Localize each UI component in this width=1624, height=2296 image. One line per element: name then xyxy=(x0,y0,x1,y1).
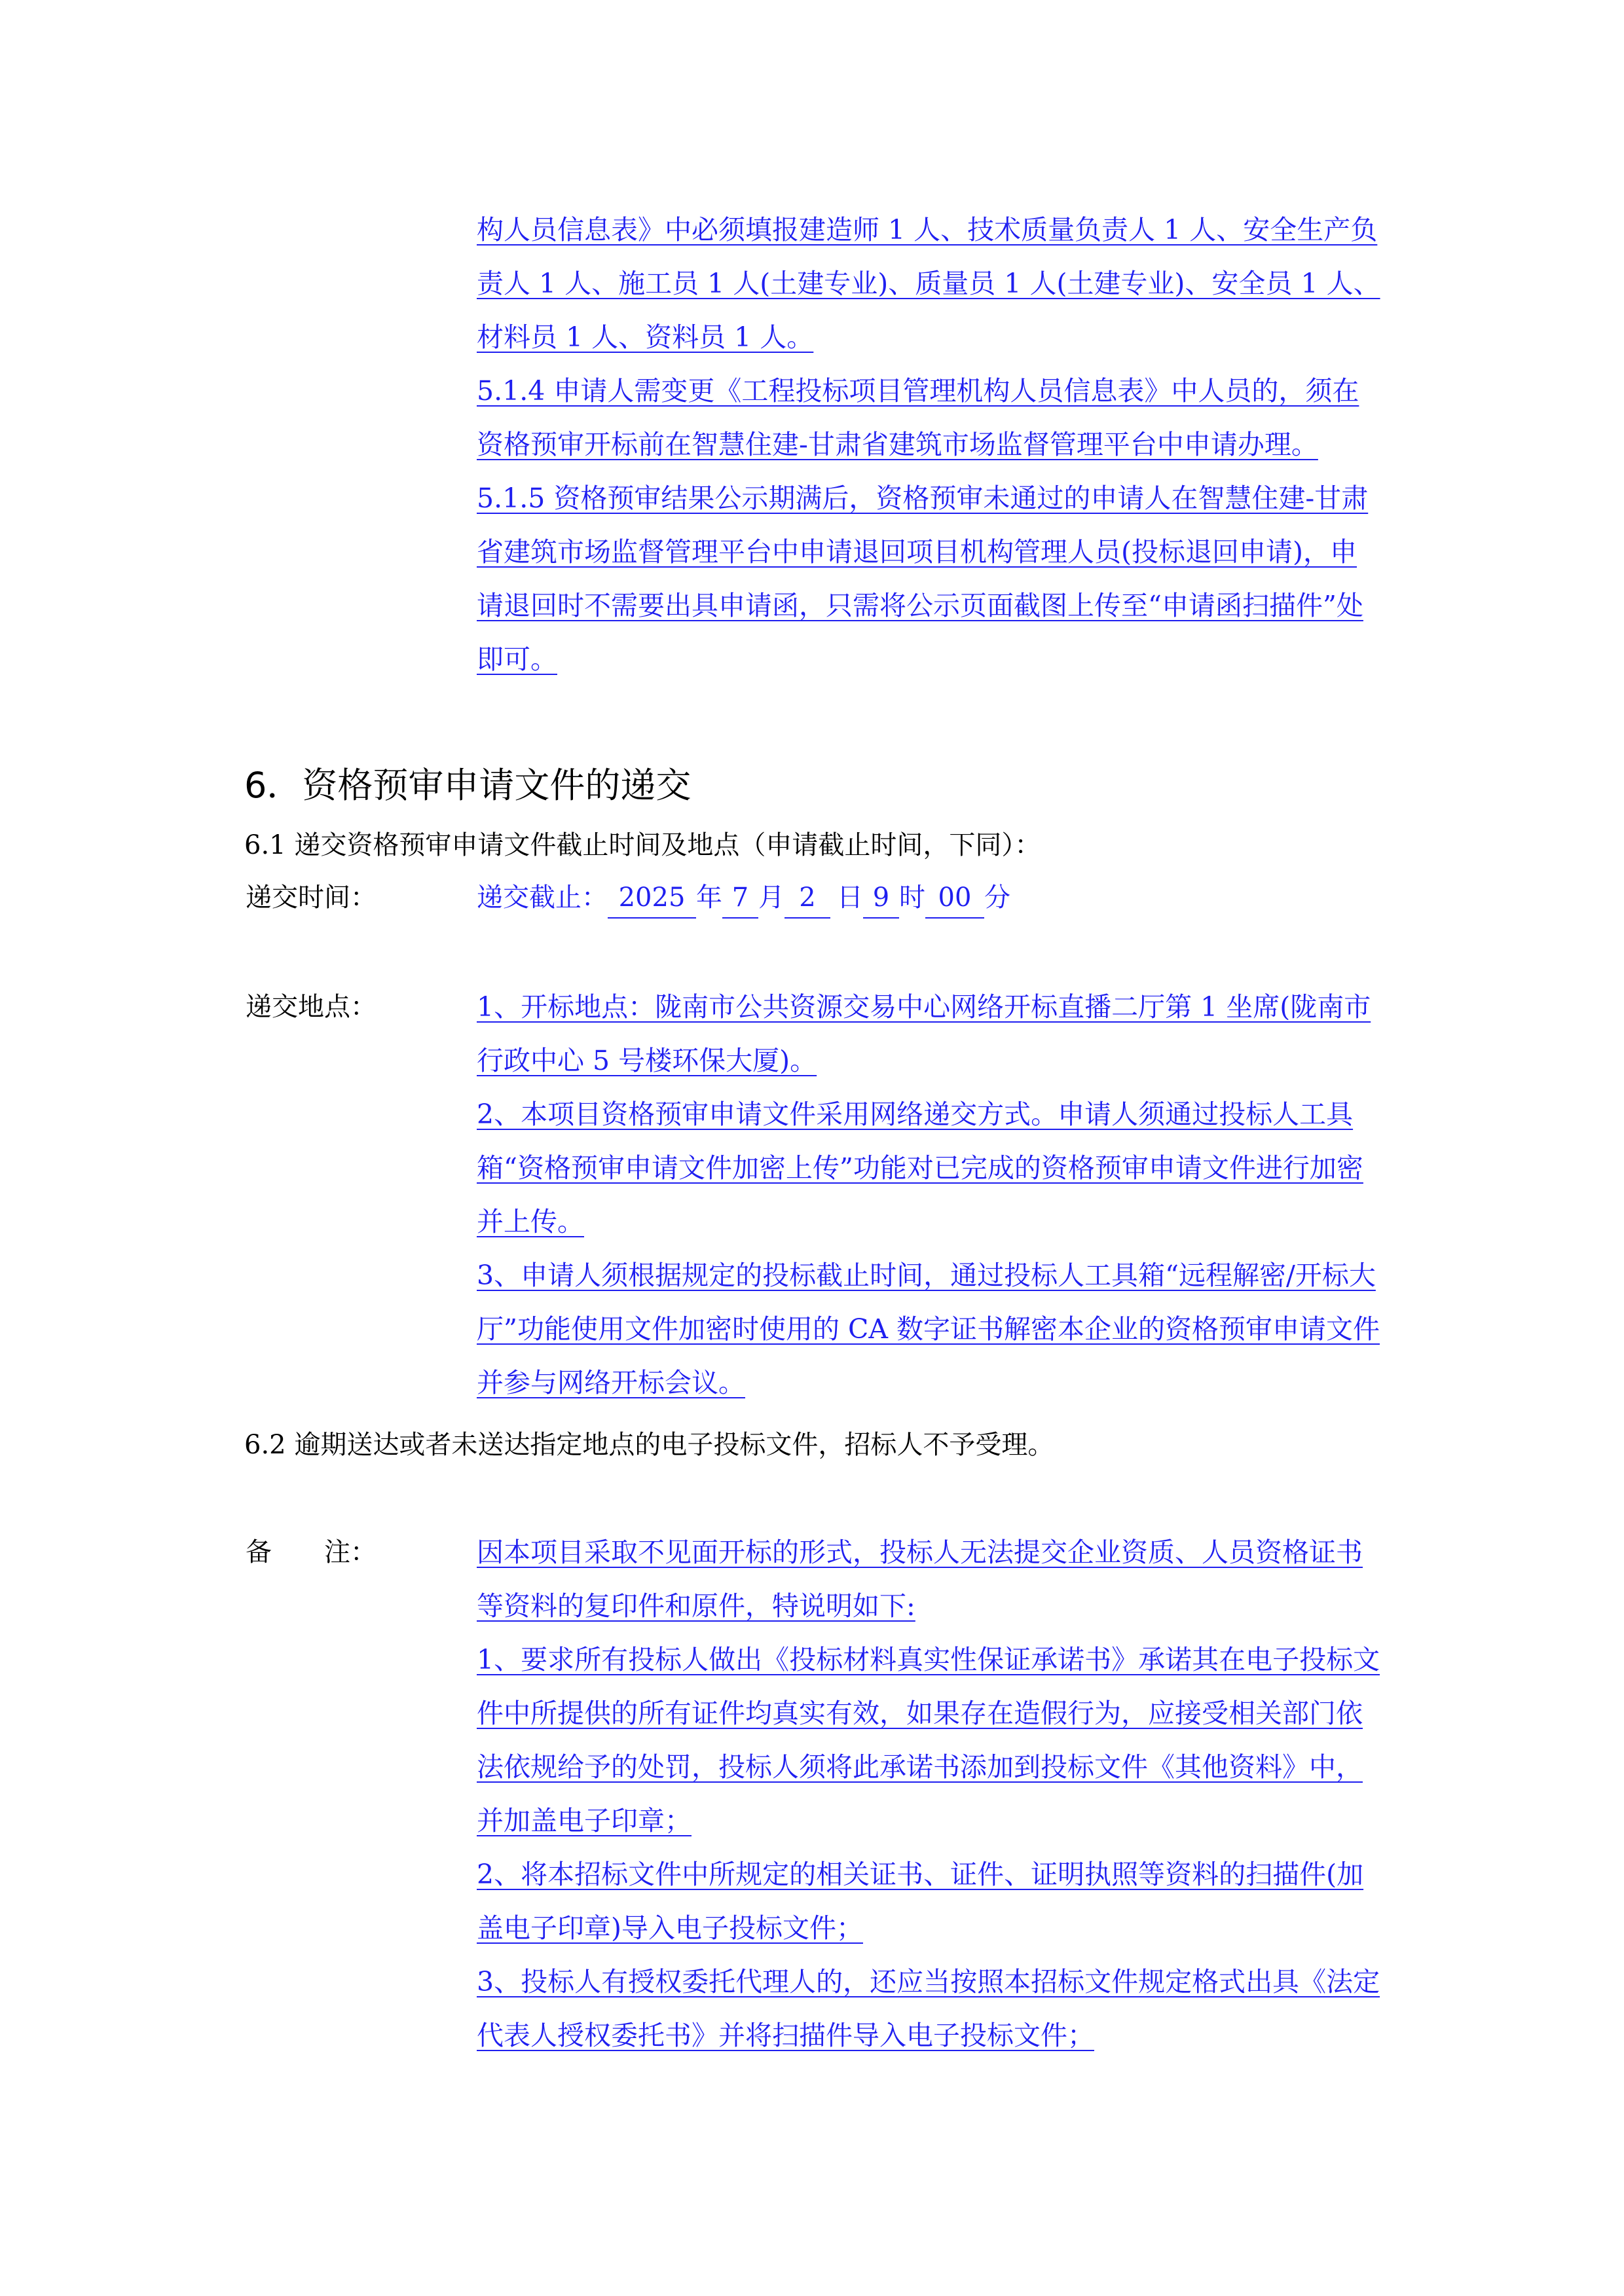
section5-paragraph-2: 5.1.4 申请人需变更《工程投标项目管理机构人员信息表》中人员的，须在资格预审开标前在智慧住建-甘肃省建筑市场监督管理平台中申请办理。 xyxy=(477,375,1359,460)
note-block xyxy=(477,1525,1380,2062)
deadline-hour: 9 xyxy=(863,878,899,919)
deadline-day: 2 xyxy=(784,878,830,919)
deadline-minute: 00 xyxy=(925,878,984,919)
note-label: 备 注： xyxy=(246,1537,377,1567)
deadline-month: 7 xyxy=(722,878,758,919)
section-heading: 6．资格预审申请文件的递交 xyxy=(244,765,692,806)
place-item-3: 3、申请人须根据规定的投标截止时间，通过投标人工具箱“远程解密/开标大厅”功能使用文件加密时使用的 CA 数字证书解密本企业的资格预审申请文件并参与网络开标会议。 xyxy=(477,1260,1380,1398)
deadline-prefix: 递交截止： xyxy=(477,883,608,913)
note-item-2: 2、将本招标文件中所规定的相关证书、证件、证明执照等资料的扫描件(加盖电子印章)导入电子投标文件； xyxy=(477,1859,1364,1944)
hour-unit: 时 xyxy=(899,883,925,913)
note-item-1: 1、要求所有投标人做出《投标材料真实性保证承诺书》承诺其在电子投标文件中所提供的所有证件均真实有效，如果存在造假行为，应接受相关部门依法依规给予的处罚，投标人须将此承诺书添加到投标文件《其他资料》中，并加盖电子印章； xyxy=(477,1644,1380,1836)
place-item-2: 2、本项目资格预审申请文件采用网络递交方式。申请人须通过投标人工具箱“资格预审申请文件加密上传”功能对已完成的资格预审申请文件进行加密并上传。 xyxy=(477,1099,1363,1237)
submission-place-block xyxy=(477,980,1380,1410)
section5-paragraph-1: 构人员信息表》中必须填报建造师 1 人、技术质量负责人 1 人、安全生产负责人 1 人、施工员 1 人(土建专业)、质量员 1 人(土建专业)、安全员 1 人、材料员 1 人、资料员 1 人。 xyxy=(477,214,1380,353)
clause-6-2: 6.2 逾期送达或者未送达指定地点的电子投标文件，招标人不予受理。 xyxy=(244,1430,1054,1460)
note-intro: 因本项目采取不见面开标的形式，投标人无法提交企业资质、人员资格证书等资料的复印件和原件，特说明如下: xyxy=(477,1537,1363,1622)
submission-deadline xyxy=(477,871,1010,924)
note-item-3: 3、投标人有授权委托代理人的，还应当按照本招标文件规定格式出具《法定代表人授权委托书》并将扫描件导入电子投标文件； xyxy=(477,1966,1380,2051)
year-unit: 年 xyxy=(696,883,722,913)
deadline-year: 2025 xyxy=(608,878,696,919)
place-item-1: 1、开标地点：陇南市公共资源交易中心网络开标直播二厅第 1 坐席(陇南市行政中心 5 号楼环保大厦)。 xyxy=(477,991,1371,1076)
month-unit: 月 xyxy=(758,883,784,913)
clause-6-1: 6.1 递交资格预审申请文件截止时间及地点（申请截止时间，下同）： xyxy=(244,830,1041,860)
section5-paragraph-3: 5.1.5 资格预审结果公示期满后，资格预审未通过的申请人在智慧住建-甘肃省建筑市场监督管理平台中申请退回项目机构管理人员(投标退回申请)，申请退回时不需要出具申请函，只需将公示页面截图上传至“申请函扫描件”处即可。 xyxy=(477,483,1369,675)
submission-place-label: 递交地点： xyxy=(246,992,377,1022)
submission-time-label: 递交时间： xyxy=(246,883,377,913)
minute-unit: 分 xyxy=(984,883,1010,913)
section5-block xyxy=(477,203,1380,686)
day-unit: 日 xyxy=(837,883,863,913)
